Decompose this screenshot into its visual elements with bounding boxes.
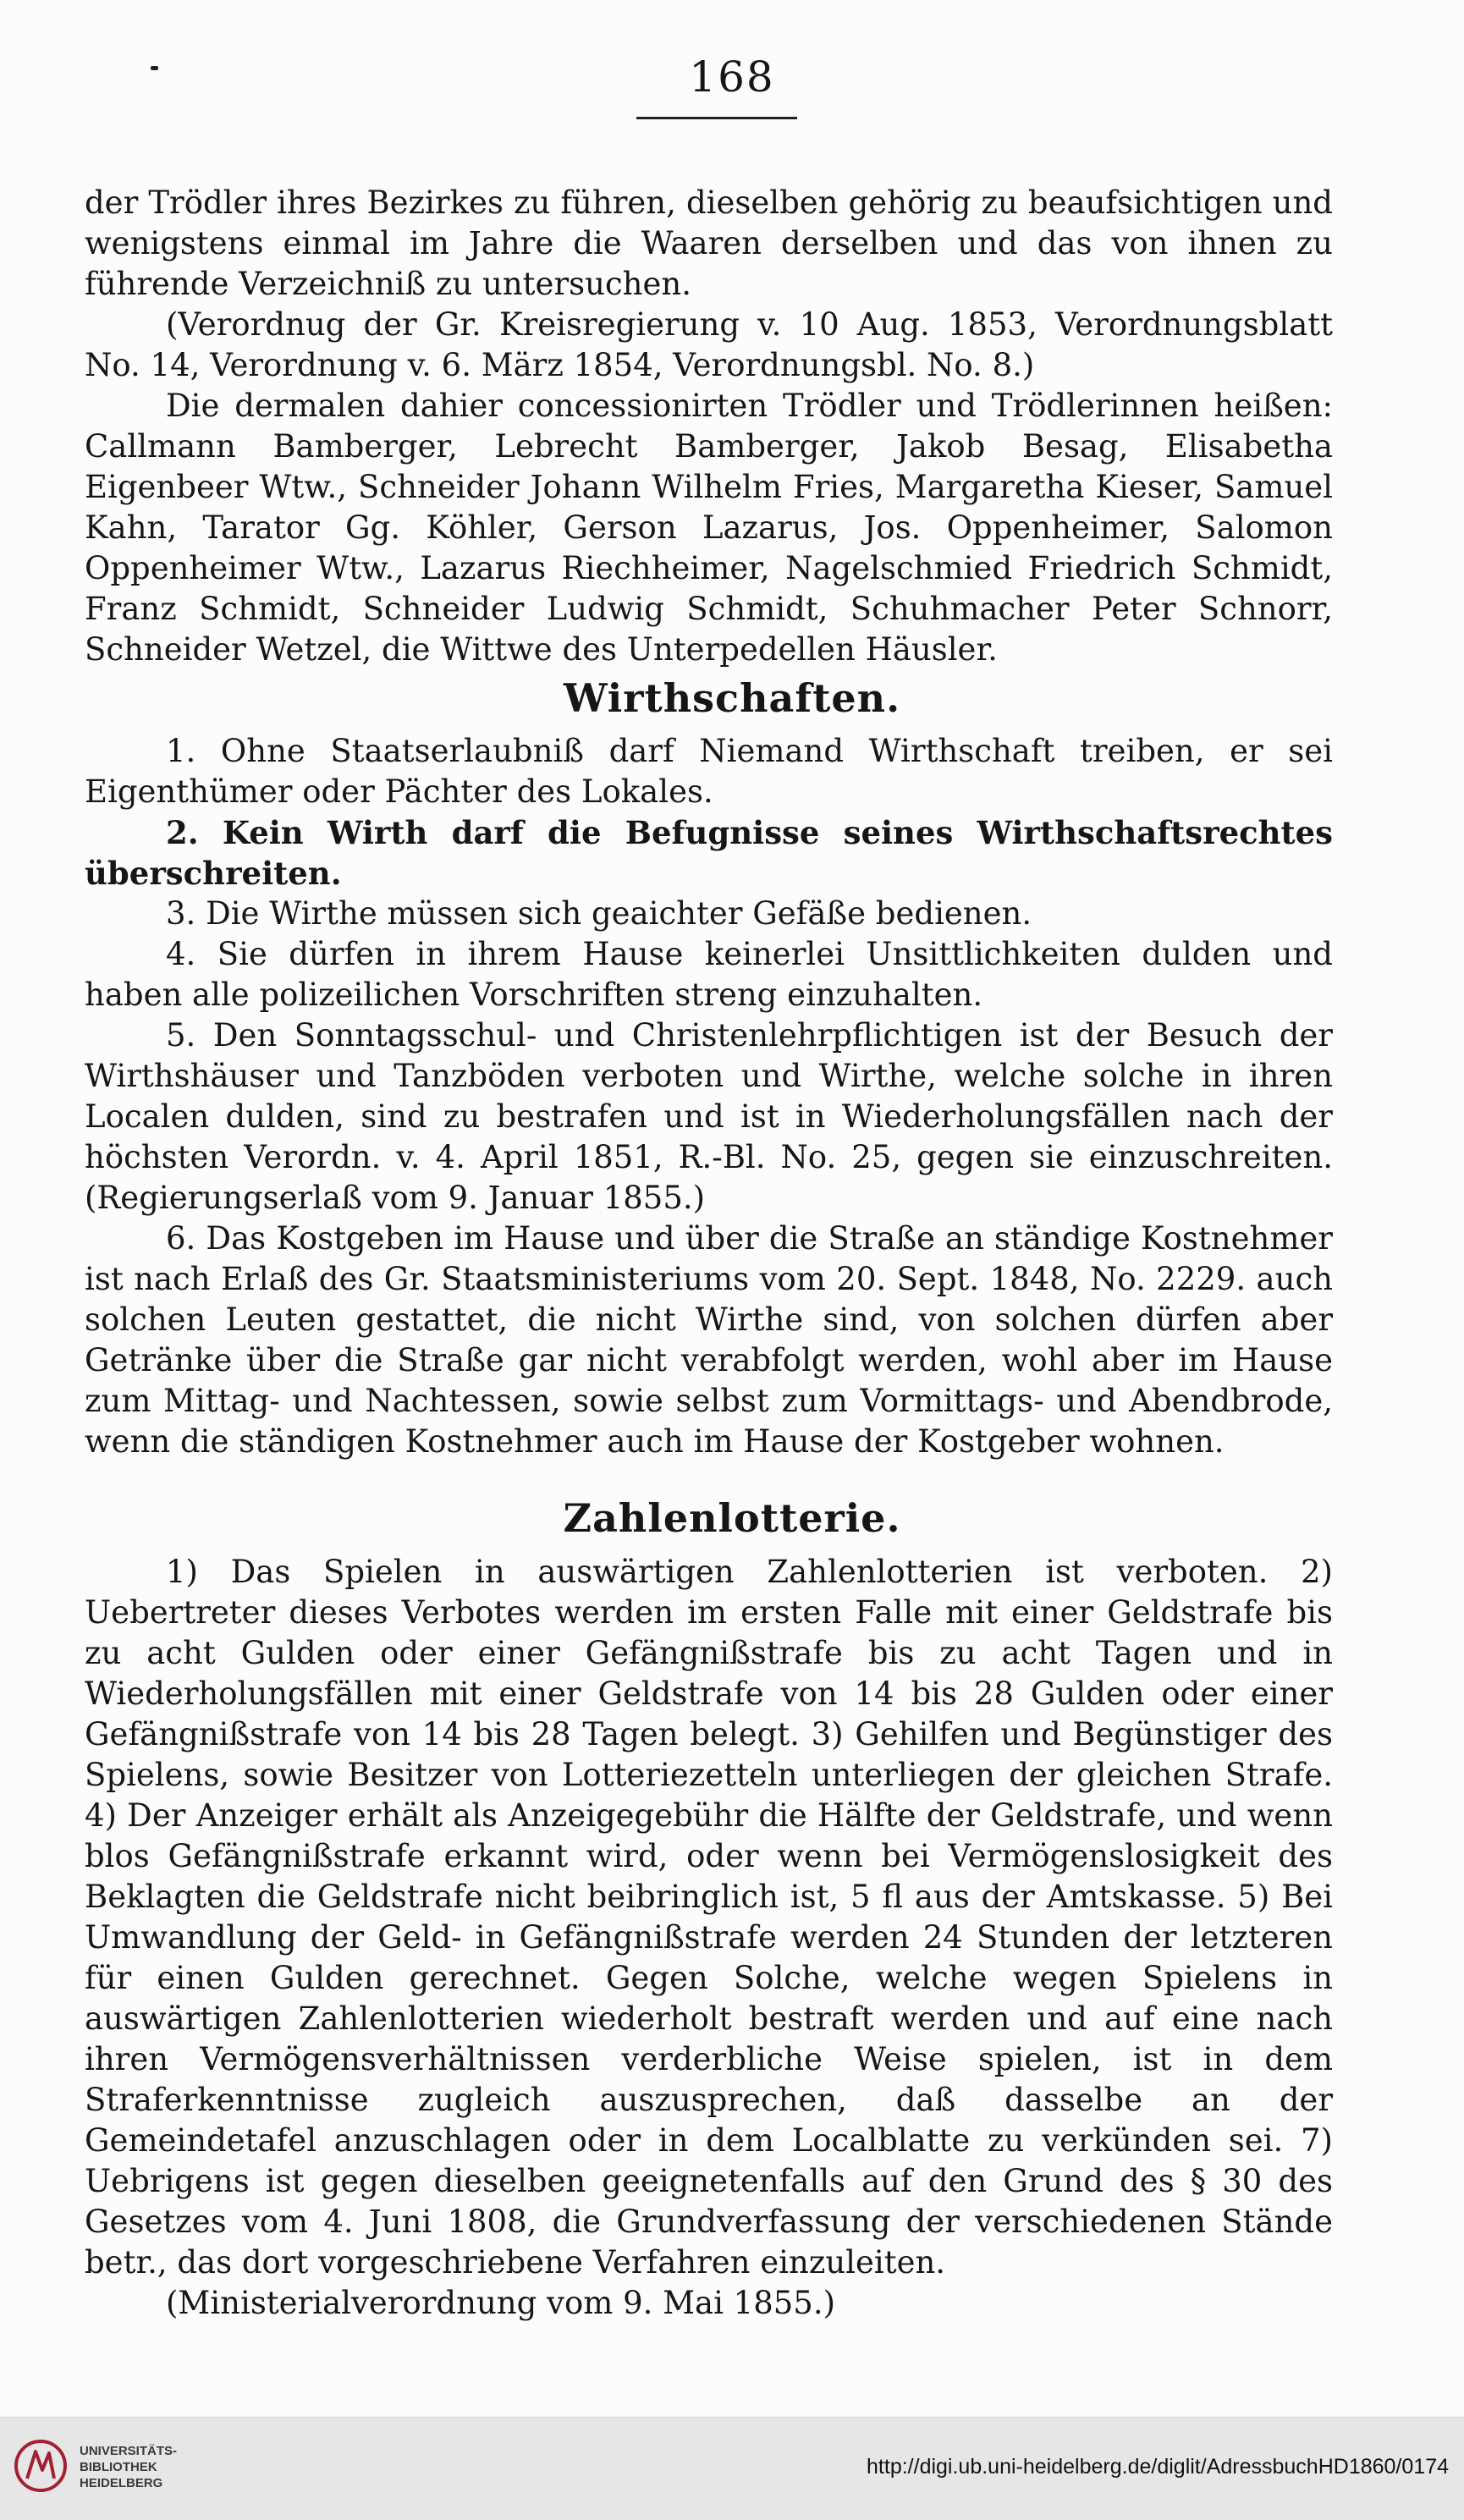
text-block-troedler xyxy=(85,183,1333,670)
section-heading-wirthschaften: Wirthschaften. xyxy=(563,675,901,721)
permalink-url[interactable]: http://digi.ub.uni-heidelberg.de/diglit/AdressbuchHD1860/0174 xyxy=(867,2455,1449,2479)
paragraph: der Trödler ihres Bezirkes zu führen, dieselben gehörig zu beaufsichtigen und wenigstens einmal im Jahre die Waaren derselben und das von ihnen zu führende Verzeichniß zu untersuchen. xyxy=(85,184,1333,302)
logo-line: BIBLIOTHEK xyxy=(80,2460,157,2474)
paragraph: 3. Die Wirthe müssen sich geaichter Gefäße bedienen. xyxy=(166,895,1032,932)
library-seal-icon xyxy=(14,2436,68,2495)
text-block-zahlenlotterie xyxy=(85,1552,1333,2324)
paragraph: 1. Ohne Staatserlaubniß darf Niemand Wirthschaft treiben, er sei Eigenthümer oder Pächter des Lokales. xyxy=(85,733,1333,810)
page-number: 168 xyxy=(689,52,775,102)
paragraph: 6. Das Kostgeben im Hause und über die Straße an ständige Kostnehmer ist nach Erlaß des Gr. Staatsministeriums vom 20. Sept. 1848, No. 2229. auch solchen Leuten gestattet, die nicht Wirthe sind, von solchen dürfen aber Getränke über die Straße gar nicht verabfolgt werden, wohl aber im Hause zum Mittag- und Nachtessen, sowie selbst zum Vormittags- und Abendbrode, wenn die ständigen Kostnehmer auch im Hause der Kostgeber wohnen. xyxy=(85,1220,1333,1460)
footer-bar xyxy=(0,2417,1464,2520)
paragraph: Die dermalen dahier concessionirten Trödler und Trödlerinnen heißen: Callmann Bamberger, Lebrecht Bamberger, Jakob Besag, Elisabetha Eigenbeer Wtw., Schneider Johann Wilhelm Fries, Margaretha Kieser, Samuel Kahn, Tarator Gg. Köhler, Gerson Lazarus, Jos. Oppenheimer, Salomon Oppenheimer Wtw., Lazarus Riechheimer, Nagelschmied Friedrich Schmidt, Franz Schmidt, Schneider Ludwig Schmidt, Schuhmacher Peter Schnorr, Schneider Wetzel, die Wittwe des Unterpedellen Häusler. xyxy=(85,388,1333,668)
library-logo[interactable] xyxy=(14,2429,217,2506)
text-block-wirthschaften xyxy=(85,731,1333,1462)
paragraph: 5. Den Sonntagsschul- und Christenlehrpflichtigen ist der Besuch der Wirthshäuser und Tanzböden verboten und Wirthe, welche solche in ihren Localen dulden, sind zu bestrafen und ist in Wiederholungsfällen nach der höchsten Verordn. v. 4. April 1851, R.-Bl. No. 25, gegen sie einzuschreiten. (Regierungserlaß vom 9. Januar 1855.) xyxy=(85,1017,1333,1216)
citation-paragraph: (Ministerialverordnung vom 9. Mai 1855.) xyxy=(166,2285,836,2321)
paragraph: 4. Sie dürfen in ihrem Hause keinerlei Unsittlichkeiten dulden und haben alle polizeilichen Vorschriften streng einzuhalten. xyxy=(85,936,1333,1013)
paragraph: 1) Das Spielen in auswärtigen Zahlenlotterien ist verboten. 2) Uebertreter dieses Verbotes werden im ersten Falle mit einer Geldstrafe bis zu acht Gulden oder einer Gefängnißstrafe bis zu acht Tagen und in Wiederholungsfällen mit einer Geldstrafe von 14 bis 28 Gulden oder einer Gefängnißstrafe von 14 bis 28 Tagen belegt. 3) Gehilfen und Begünstiger des Spielens, sowie Besitzer von Lotteriezetteln unterliegen der gleichen Strafe. 4) Der Anzeiger erhält als Anzeigegebühr die Hälfte der Geldstrafe, und wenn blos Gefängnißstrafe erkannt wird, oder wenn bei Vermögenslosigkeit des Beklagten die Geldstrafe nicht beibringlich ist, 5 fl aus der Amtskasse. 5) Bei Umwandlung der Geld- in Gefängnißstrafe werden 24 Stunden der letzteren für einen Gulden gerechnet. Gegen Solche, welche wegen Spielens in auswärtigen Zahlenlotterien wiederholt bestraft werden und auf eine nach ihren Vermögensverhältnissen verderbliche Weise spielen, ist in dem Straferkenntnisse zugleich auszusprechen, daß dasselbe an der Gemeindetafel anzuschlagen oder in dem Localblatte zu verkünden sei. 7) Uebrigens ist gegen dieselben geeignetenfalls auf den Grund des § 30 des Gesetzes vom 4. Juni 1808, die Grundverfassung der verschiedenen Stände betr., das dort vorgeschriebene Verfahren einzuleiten. xyxy=(85,1554,1333,2281)
citation-paragraph: (Verordnug der Gr. Kreisregierung v. 10 Aug. 1853, Verordnungsblatt No. 14, Verordnung v. 6. März 1854, Verordnungsbl. No. 8.) xyxy=(85,306,1333,383)
logo-line: HEIDELBERG xyxy=(80,2476,163,2490)
logo-line: UNIVERSITÄTS- xyxy=(80,2444,178,2458)
page-number-rule xyxy=(636,117,797,119)
paragraph: 2. Kein Wirth darf die Befugnisse seines Wirthschaftsrechtes überschreiten. xyxy=(85,814,1333,892)
section-heading-zahlenlotterie: Zahlenlotterie. xyxy=(563,1495,901,1541)
